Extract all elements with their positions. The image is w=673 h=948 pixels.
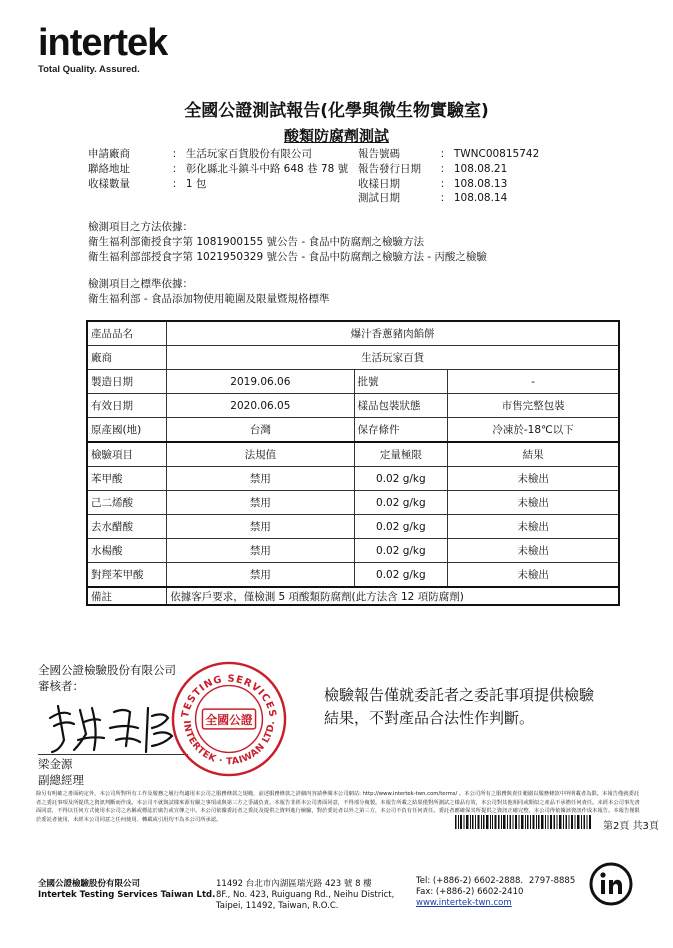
fine-print: 除另有明確之書面約定外，本公司所對所有工作及服務之履行均適用本公司之服務條款之規範，前述服務條款之詳細內容請參閱本公司網站: http://www.intertek-twn.com/terms/ 。本公司所有之服務與責任範圍以服務條款中所明載者為限。本報告僅就委託者之委託事項及所提供之資訊判斷而作成。本公司不就與試樣來源有關之事項或與第三方之爭議負責。本報告非經本公司書面同意，不得部分複製。本報告所載之結果僅對所測試之樣品有效，本公司對其他相同或類似之產品不承擔任何責任。未經本公司事先書面同意，不得以任何方式使用本公司之名稱或標誌於廣告或宣傳之中。本公司依據委託者之委託及提供之資料進行檢驗，對於委託者以外之第三方，本公司不負有任何責任。委託者應確保其所提供之資訊正確完整，本公司得依據該資訊作成本報告。本報告僅限於委託者使用，未經本公司同意之任何使用、轉載或引用均不為本公司所承認。 [36,791,640,823]
method-line: 衛生福利部部授食字第 1021950329 號公告 - 食品中防腐劑之檢驗方法 - 丙酸之檢驗 [88,251,487,263]
table-row [87,467,619,491]
official-seal [170,660,288,778]
table-row [87,491,619,515]
barcode [455,815,591,829]
test-date-label: 測試日期 [358,192,400,204]
batch-value: - [448,370,619,394]
column-header: 法規值 [167,442,354,467]
table-row [87,370,619,394]
note-row [87,587,619,605]
test-standards [88,277,329,307]
quantity-value: ： 1 包 [172,178,207,190]
table-row [87,394,619,418]
regulation-value: 禁用 [167,467,354,491]
handwritten-signature [40,700,180,758]
signer-name: 梁金源 [38,757,73,771]
svg-text:INTERTEK · TAIWAN LTD.: INTERTEK · TAIWAN LTD. [180,720,278,768]
product-label: 產品品名 [87,321,167,346]
table-row [87,515,619,539]
svg-text:TESTING SERVICES: TESTING SERVICES [179,673,279,719]
footer-address-zh: 11492 台北市內湖區瑞光路 423 號 8 樓 [216,879,372,889]
test-item: 水楊酸 [87,539,167,563]
signing-company: 全國公證檢驗股份有限公司 [38,663,176,677]
results-table [86,320,620,606]
signer [38,756,84,788]
test-date-value: ： 108.08.14 [440,192,508,204]
footer-address-en: Taipei, 11492, Taiwan, R.O.C. [216,901,339,911]
maker-value: 生活玩家百貨 [167,346,619,370]
footer-tel: Tel: (+886-2) 6602-2888．2797-8885 [416,876,576,886]
table-row [87,563,619,588]
column-header: 檢驗項目 [87,442,167,467]
test-result: 未檢出 [448,563,619,588]
regulation-value: 禁用 [167,539,354,563]
received-date-value: ： 108.08.13 [440,178,508,190]
test-item: 苯甲酸 [87,467,167,491]
disclaimer-line: 結果，不對產品合法性作判斷。 [324,709,535,727]
signature-line [38,754,188,755]
packaging-value: 市售完整包裝 [448,394,619,418]
quantitation-limit: 0.02 g/kg [354,515,448,539]
storage-value: 冷凍於-18℃以下 [448,418,619,443]
column-header: 結果 [448,442,619,467]
report-subtitle: 酸類防腐劑測試 [283,127,389,145]
seal-center-text: 全國公證 [205,712,253,727]
logo-tagline: Total Quality. Assured. [38,64,140,75]
footer-website-link[interactable]: www.intertek-twn.com [416,898,512,908]
quantitation-limit: 0.02 g/kg [354,563,448,588]
regulation-value: 禁用 [167,491,354,515]
footer-contact [416,876,575,909]
signature-block [38,662,176,694]
mfg-date-value: 2019.06.06 [167,370,354,394]
storage-label: 保存條件 [354,418,448,443]
product-value: 爆汁香蔥豬肉餡餅 [167,321,619,346]
report-number-value: ： TWNC00815742 [440,148,540,160]
table-row [87,539,619,563]
origin-value: 台灣 [167,418,354,443]
footer-fax: Fax: (+886-2) 6602-2410 [416,887,524,897]
table-row [87,346,619,370]
quantitation-limit: 0.02 g/kg [354,491,448,515]
note-label: 備註 [87,587,167,605]
regulation-value: 禁用 [167,563,354,588]
report-title: 全國公證測試報告(化學與微生物實驗室) [184,101,489,121]
table-row [87,418,619,443]
method-line: 衛生福利部衛授食字第 1081900155 號公告 - 食品中防腐劑之檢驗方法 [88,236,424,248]
report-number-label: 報告號碼 [358,148,400,160]
client-label: 申請廠商 [88,148,130,160]
signer-position: 副總經理 [38,773,84,787]
regulation-value: 禁用 [167,515,354,539]
table-row [87,321,619,346]
footer-address [216,879,394,912]
address-value: ： 彰化縣北斗鎮斗中路 648 巷 78 號 [172,163,349,175]
address-label: 聯絡地址 [88,163,130,175]
page-number: 第2頁 共3頁 [603,821,659,832]
expiry-date-value: 2020.06.05 [167,394,354,418]
footer-address-en: 8F., No. 423, Ruiguang Rd., Neihu District, [216,890,395,900]
quantitation-limit: 0.02 g/kg [354,467,448,491]
test-methods [88,220,487,265]
note-value: 依據客戶要求，僅檢測 5 項酸類防腐劑(此方法含 12 項防腐劑) [167,587,619,605]
report-info [0,0,673,204]
expiry-date-label: 有效日期 [87,394,167,418]
footer-company-zh: 全國公證檢驗股份有限公司 [38,879,141,889]
standards-heading: 檢測項目之標準依據： [88,278,193,290]
test-item: 對羥苯甲酸 [87,563,167,588]
quantitation-limit: 0.02 g/kg [354,539,448,563]
issue-date-label: 報告發行日期 [358,163,421,175]
footer-company-en: Intertek Testing Services Taiwan Ltd. [38,890,216,900]
reviewer-label: 審核者： [38,679,84,693]
maker-label: 廠商 [87,346,167,370]
test-item: 己二烯酸 [87,491,167,515]
packaging-label: 樣品包裝狀態 [354,394,448,418]
methods-heading: 檢測項目之方法依據： [88,221,193,233]
test-result: 未檢出 [448,539,619,563]
origin-label: 原產國(地) [87,418,167,443]
batch-label: 批號 [354,370,448,394]
column-header: 定量極限 [354,442,448,467]
issue-date-value: ： 108.08.21 [440,163,508,175]
footer-company [38,879,215,901]
disclaimer [324,684,594,730]
disclaimer-line: 檢驗報告僅就委託者之委託事項提供檢驗 [324,686,595,704]
standard-line: 衛生福利部 - 食品添加物使用範圍及限量暨規格標準 [88,293,330,305]
table-header-row [87,442,619,467]
client-value: ： 生活玩家百貨股份有限公司 [172,148,312,160]
test-result: 未檢出 [448,515,619,539]
intertek-round-logo-icon [588,861,634,907]
test-item: 去水醋酸 [87,515,167,539]
test-result: 未檢出 [448,467,619,491]
quantity-label: 收樣數量 [88,178,130,190]
logo-wordmark: intertek [38,22,168,64]
mfg-date-label: 製造日期 [87,370,167,394]
received-date-label: 收樣日期 [358,178,400,190]
test-result: 未檢出 [448,491,619,515]
